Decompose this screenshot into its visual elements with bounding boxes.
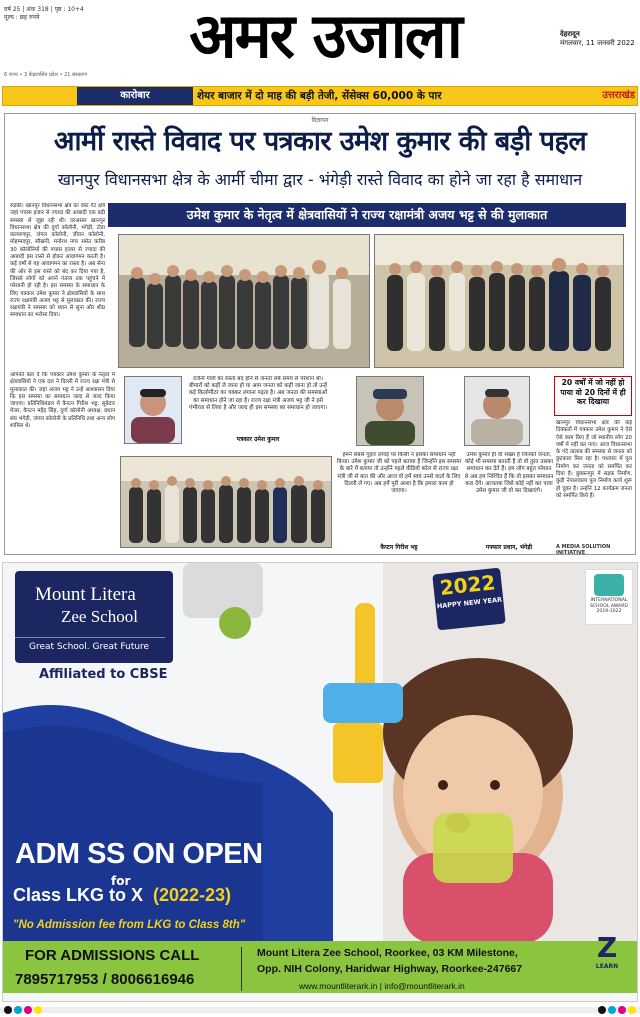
zee-learn-logo xyxy=(587,933,627,977)
award-text: INTERNATIONAL SCHOOL AWARD 2019-2022 xyxy=(590,598,628,615)
meeting-photo-2-image xyxy=(375,235,623,367)
news-ticker xyxy=(2,86,638,106)
school-name-1: Mount Litera xyxy=(35,584,136,605)
new-year-badge xyxy=(432,568,505,631)
advertorial-label: विज्ञापन xyxy=(311,117,329,124)
admission-open: ADM SS ON OPEN xyxy=(15,838,263,870)
caption-gaffar: उमेश कुमार ही वो शख्स हैं जिनको जनता, कोई भी समस्या बताती है तो वो तुरंत उसका समाधान कर देते हैं। हम लोग बहुत परेशान थे अब हम निश्चिंत हैं कि वो इसका समाधान करा देंगे। आजतक जिसे कोई नहीं कर पाया उमेश कुमार जी वो कर दिखाएंगे। xyxy=(464,452,554,495)
price-line: मूल्य : छह रुपये xyxy=(4,14,40,21)
new-year-year: 2022 xyxy=(438,570,497,600)
portrait-umesh-image xyxy=(125,377,181,443)
article-headline: आर्मी रास्ते विवाद पर पत्रकार उमेश कुमार की बड़ी पहल xyxy=(53,126,587,157)
article-body-left-2: आपको बता दें कि पत्रकार उमेश कुमार के नेतृत्व में क्षेत्रवासियों ने एक दल ने दिल्ली में राज्य रक्षा मंत्री से मुलाकात की। जहां अजय भट्ट ने उन्हें आश्वासन दिया कि इस समस्या का समाधान जल्द से जल्द किया जाएगा। प्रतिनिधिमंडल में कैप्टन गिरीश भट्ट, सूबेदार मेजर, कैप्टन महेंद्र सिंह, दुर्गा कॉलोनी अध्यक्ष, प्रधान संघ भंगेड़ी, जंगल कॉलोनी के प्रतिनिधि तथा अन्य लोग शामिल थे। xyxy=(10,372,115,430)
masthead xyxy=(0,0,640,84)
admission-call: FOR ADMISSIONS CALL xyxy=(25,947,200,964)
caption-umesh-name: पत्रकार उमेश कुमार xyxy=(236,436,280,443)
caption-umesh: दर्जनों गांवों का रास्ता बंद होने से जनता लंबे समय से परेशान थी। बीमारों को कहीं ले जाना हो या आम जनता को कहीं जाना हो तो उन्हें कई किलोमीटर का चक्कर लगाना पड़ता है। अब जनता की समस्याओं का समाधान होने जा रहा है। राज्य रक्षा मंत्री अजय भट्ट जी ने इसे गंभीरता से लिया है और जल्द ही इस समस्या का समाधान हो जाएगा। xyxy=(188,376,328,411)
article-deck: खानपुर विधानसभा क्षेत्र के आर्मी चीमा द्वार - भंगेड़ी रास्ते विवाद का होने जा रहा है समाधान xyxy=(57,170,583,189)
new-year-text: HAPPY NEW YEAR xyxy=(436,595,503,611)
ticker-region[interactable]: उत्तराखंड xyxy=(602,90,635,101)
award-badge xyxy=(585,569,633,625)
portrait-gaffar xyxy=(464,376,530,446)
zee-learn-letter: Z xyxy=(596,931,618,964)
award-icon xyxy=(594,574,624,596)
caption-girish-name: कैप्टन गिरीश भट्ट xyxy=(380,544,418,551)
meeting-photo-3 xyxy=(120,456,332,548)
school-tagline: Great School. Great Future xyxy=(15,637,165,654)
admission-for: for xyxy=(111,874,131,888)
newspaper-logo: अमर उजाला xyxy=(189,0,461,72)
admission-session: (2022-23) xyxy=(153,885,232,905)
phone-numbers[interactable]: 7895717953 / 8006616946 xyxy=(15,971,195,988)
zee-learn-sub: LEARN xyxy=(595,963,619,970)
ticker-section[interactable]: कारोबार xyxy=(77,87,193,105)
side-box-header xyxy=(554,376,632,416)
meeting-photo-2 xyxy=(374,234,624,368)
caption-gaffar-name: गफ्फार प्रधान, भंगेड़ी xyxy=(485,544,533,551)
portrait-girish-image xyxy=(357,377,423,445)
meeting-photo-1-image xyxy=(119,235,369,367)
article-band: उमेश कुमार के नेतृत्व में क्षेत्रवासियों ने राज्य रक्षामंत्री अजय भट्ट से की मुलाकात xyxy=(108,203,626,227)
city-date xyxy=(560,30,635,48)
website-email[interactable]: www.mountliterark.in | info@mountliterark.in xyxy=(299,981,465,991)
side-head: 20 वर्षों में जो नहीं हो पाया वो 20 दिनों में ही कर दिखाया xyxy=(560,378,626,407)
edition-info xyxy=(4,6,84,22)
no-fee-note: "No Admission fee from LKG to Class 8th" xyxy=(13,919,246,931)
city: देहरादून xyxy=(560,30,580,38)
ticker-headline[interactable]: शेयर बाजार में दो माह की बड़ी तेजी, सेंसेक्स 60,000 के पार xyxy=(197,90,442,102)
school-advertisement[interactable] xyxy=(2,562,638,1002)
school-name-2: Zee School xyxy=(61,607,138,626)
admission-classes: Class LKG to X xyxy=(13,885,144,905)
meeting-photo-3-image xyxy=(121,457,331,547)
affiliation: Affiliated to CBSE xyxy=(39,667,168,682)
caption-girish: हमने सबसे गुहार लगाई पर किसी ने इसका समाधान नहीं किया। उमेश कुमार जी को पहले बताया है जिन्होंने इस समस्या के बारे में बताया तो उन्होंने पहले वीडियो कॉल से राज्य रक्षा मंत्री जी से बात की और आज वो हमें स्वयं उनसे वार्ता के लिए दिल्ली ले गए। अब हमें पूरी आशा है कि हमारा काम हो जाएगा। xyxy=(336,452,462,495)
address-line-1: Mount Litera Zee School, Roorkee, 03 KM Milestone, xyxy=(257,947,518,959)
meeting-photo-1 xyxy=(118,234,370,368)
portrait-umesh xyxy=(124,376,182,444)
media-credit: A MEDIA SOLUTION INITIATIVE xyxy=(556,544,611,556)
print-registration-bar xyxy=(0,1004,640,1017)
side-box-text: खानपुर विधानसभा क्षेत्र की कई दिक्कतों में पत्रकार उमेश कुमार ने ऐसे ऐसे काम किए हैं जो स्थानीय लोग 20 वर्षों में नहीं कर पाए। आज विधानसभा के गंदे तालाब की समस्या से जनता को छुटकारा मिल रहा है। पथवारा में पुल निर्माण कर जनता को समर्पित कर दिया है। बुक्कनपुर में सड़क निर्माण, कुड़ी नेपालवाला पुल निर्माण कार्य शुरू हो चुका है। उन्होंने 12 कार्यक्रम जनता को समर्पित किये हैं। xyxy=(556,420,632,499)
edition-line: वर्ष 25 | अंक 318 | पृष्ठ : 10+4 xyxy=(4,6,84,13)
address-line-2: Opp. NIH Colony, Haridwar Highway, Roorkee-247667 xyxy=(257,963,523,975)
portrait-gaffar-image xyxy=(465,377,529,445)
school-logo xyxy=(15,571,173,663)
portrait-girish xyxy=(356,376,424,446)
contact-divider xyxy=(241,947,242,991)
date: मंगलवार, 11 जनवरी 2022 xyxy=(560,39,635,47)
article-body-left: रुड़की। खानपुर विधानसभा क्षेत्र का वेस्ट गेट क्षेत्र जहां पचास हजार से ज्यादा की आबादी एक बड़ी समस्या से जूझ रही थी। दरअसल खानपुर विधानसभा क्षेत्र की दुर्गा कॉलोनी, भंगेड़ी, टोडा कल्याणपुर, जंगल कॉलोनी, जीवन कॉलोनी, मोहम्मदपुर, सौखनी, मनोरथ नगर समेत करीब 30 कॉलोनियों की पचास हजार से ज्यादा की आबादी इस रास्ते से होकर आवागमन करती है। कई वर्षों से यह आवागमन का रास्ता है। अब सेना की ओर से इस रास्ते को बंद कर दिया गया है, जिससे लोगों को अपने गंतव्य तक पहुंचने में परेशानी हो रही है। इस समस्या के समाधान के लिए पत्रकार उमेश कुमार ने क्षेत्रवासियों के साथ राज्य रक्षामंत्री अजय भट्ट से मुलाकात की। राज्य रक्षामंत्री ने समस्या को ध्यान से सुना और शीघ्र समाधान का भरोसा दिया। xyxy=(10,203,105,319)
edition-subline: 6 राज्य • 3 केंद्रशासित प्रदेश • 21 संस्करण xyxy=(4,72,87,78)
